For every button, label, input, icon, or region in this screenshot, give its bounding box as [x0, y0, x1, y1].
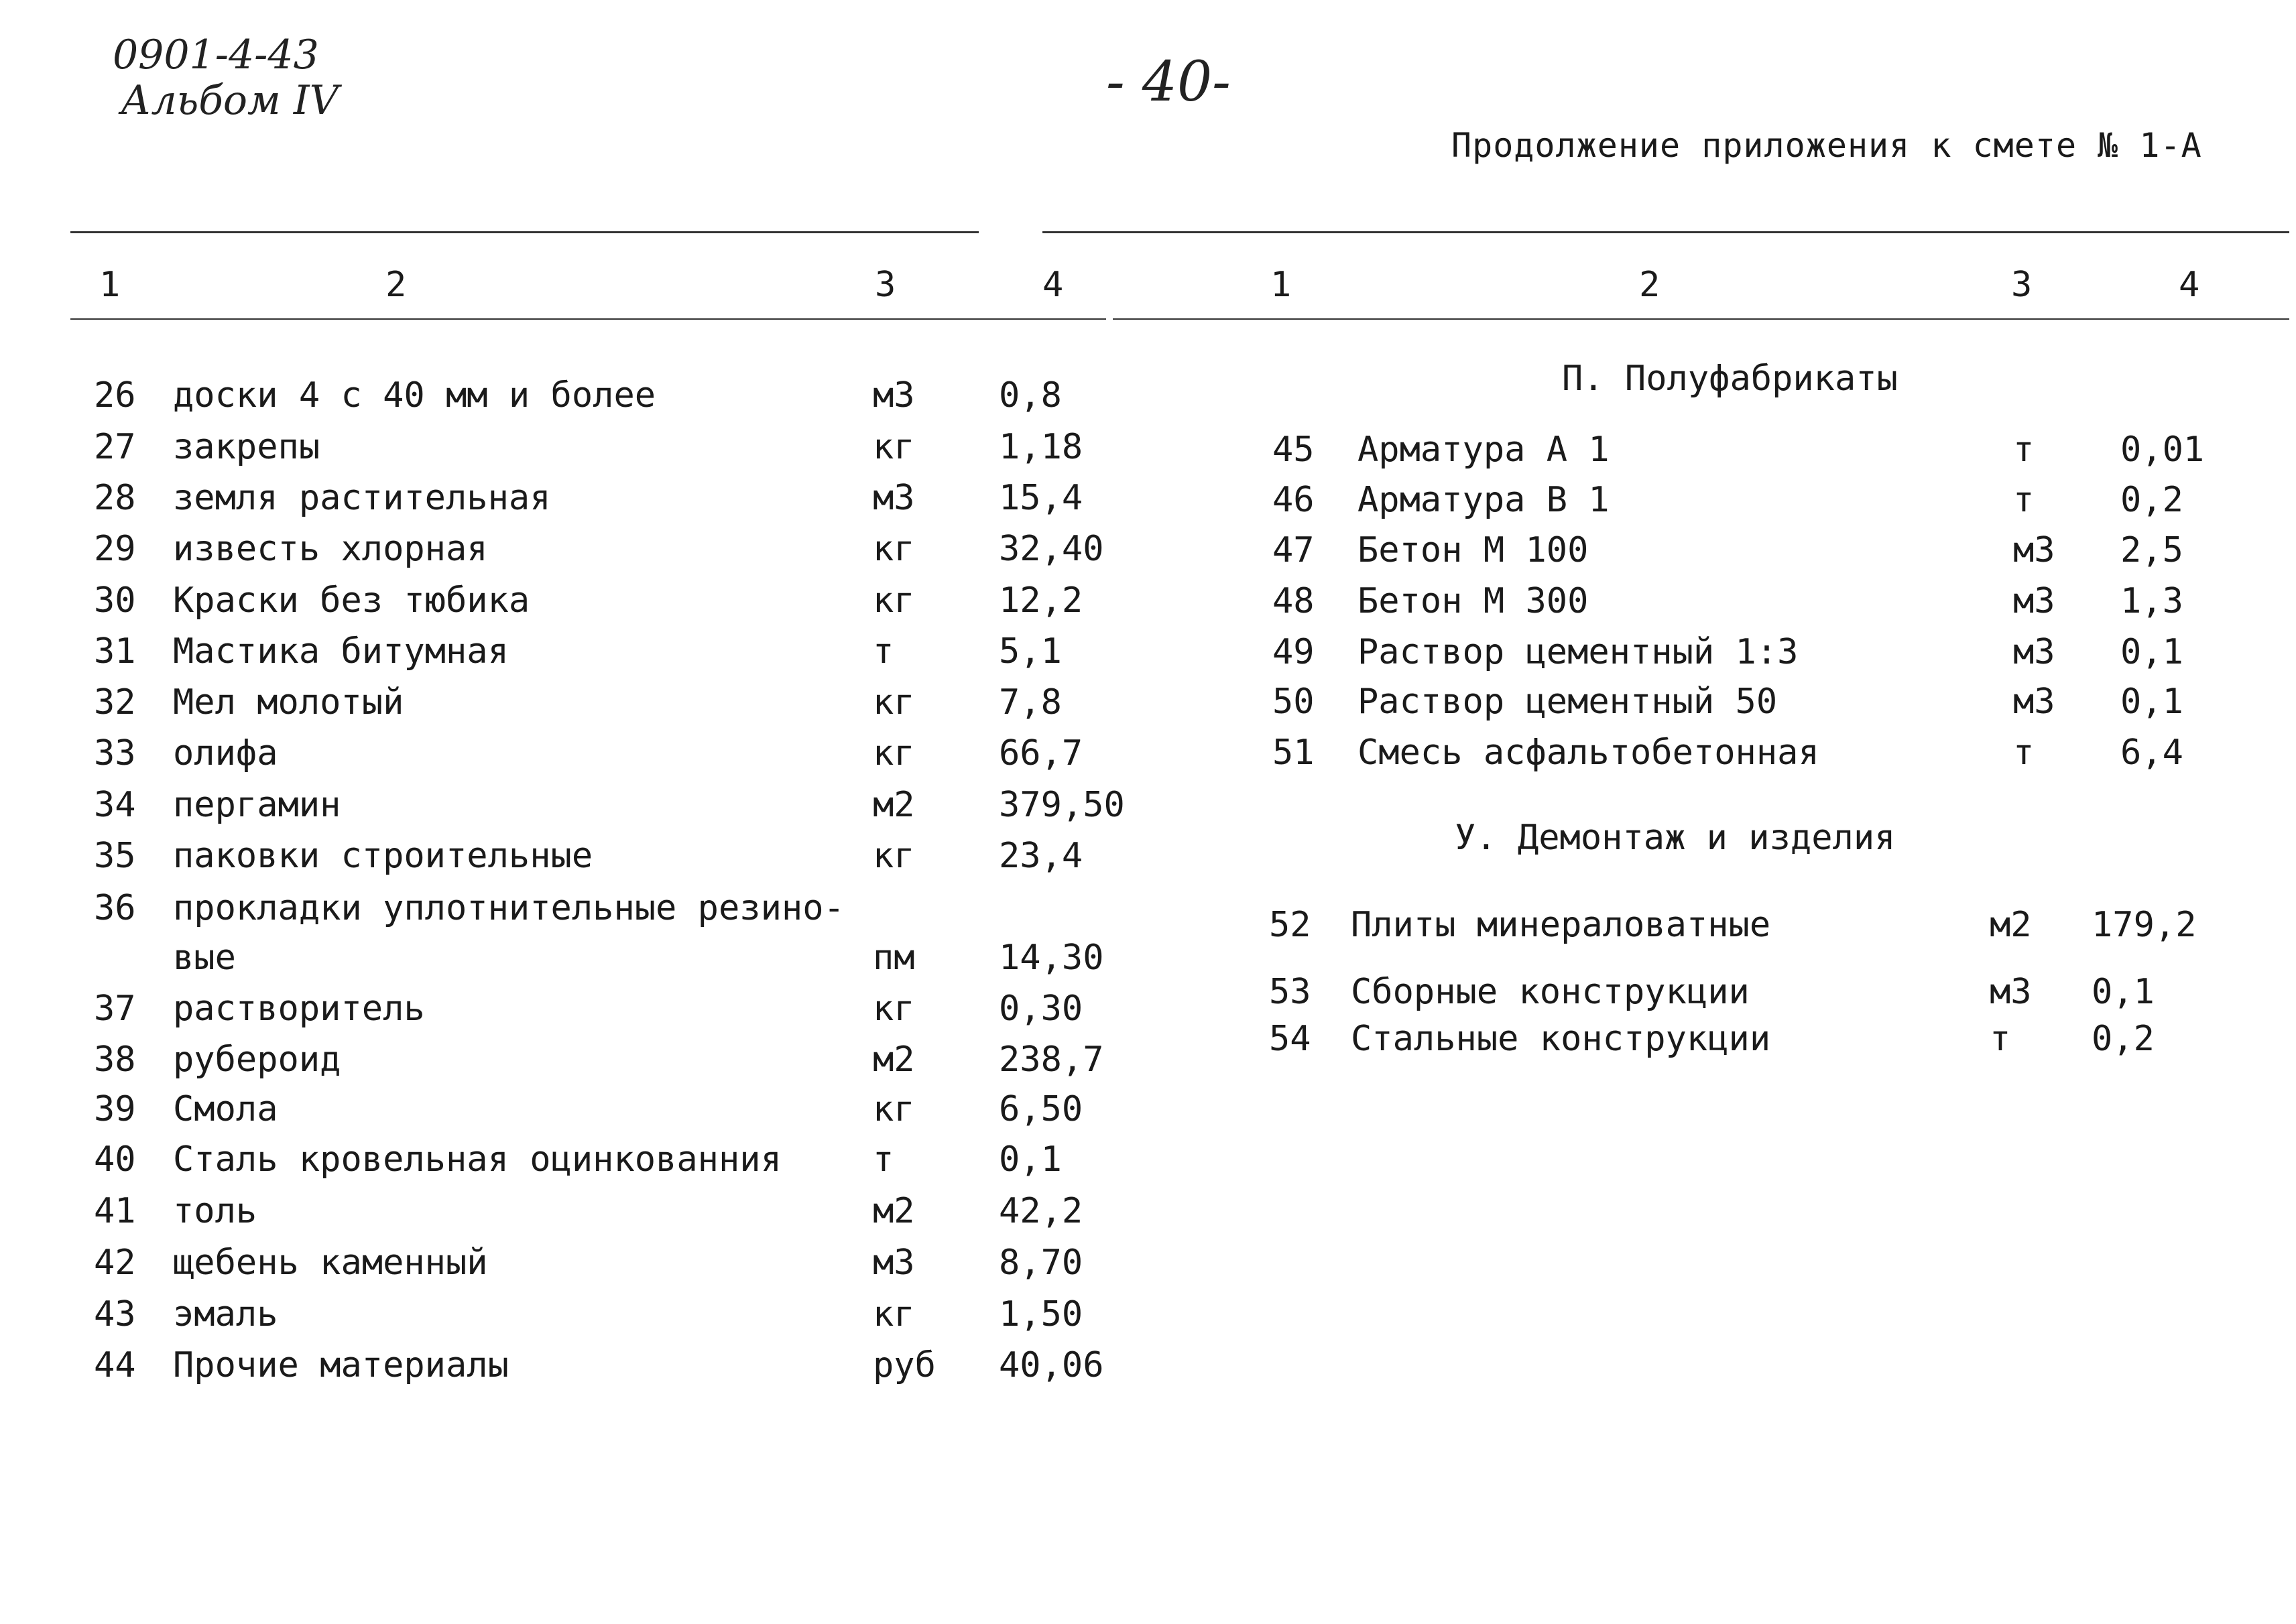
col-1-left: 1	[99, 265, 121, 305]
item-name: Бетон М 100	[1357, 530, 1589, 570]
item-name: толь	[173, 1191, 257, 1231]
item-name: эмаль	[173, 1294, 278, 1334]
quantity: 0,1	[2092, 972, 2155, 1012]
unit: м2	[873, 1191, 915, 1231]
item-name: Сборные конструкции	[1351, 972, 1750, 1012]
quantity: 32,40	[999, 529, 1104, 569]
quantity: 1,50	[999, 1294, 1083, 1334]
row-number: 28	[94, 478, 136, 518]
unit: м3	[1990, 972, 2032, 1012]
row-number: 30	[94, 580, 136, 621]
unit: руб	[873, 1345, 936, 1385]
quantity: 40,06	[999, 1345, 1104, 1385]
quantity: 0,1	[2120, 682, 2183, 722]
quantity: 12,2	[999, 580, 1083, 621]
row-number: 35	[94, 836, 136, 876]
row-number: 36	[94, 888, 136, 928]
quantity: 23,4	[999, 836, 1083, 876]
row-number: 42	[94, 1243, 136, 1283]
unit: кг	[873, 1089, 915, 1129]
quantity: 14,30	[999, 938, 1104, 978]
item-name: Арматура В 1	[1357, 480, 1610, 520]
item-name: вые	[173, 938, 236, 978]
row-number: 34	[94, 785, 136, 825]
page-number: - 40-	[1106, 50, 1231, 114]
section-title-dismantling: У. Демонтаж и изделия	[1455, 818, 1896, 858]
item-name: рубероид	[173, 1040, 341, 1080]
item-name: Смесь асфальтобетонная	[1357, 733, 1819, 773]
item-name: Арматура А 1	[1357, 430, 1610, 470]
unit: кг	[873, 427, 915, 467]
unit: м3	[2013, 632, 2055, 672]
row-number: 32	[94, 682, 136, 723]
row-number: 33	[94, 733, 136, 773]
quantity: 2,5	[2120, 530, 2183, 570]
item-name: Краски без тюбика	[173, 580, 530, 621]
quantity: 0,8	[999, 375, 1062, 416]
row-number: 27	[94, 427, 136, 467]
unit: м3	[2013, 530, 2055, 570]
quantity: 8,70	[999, 1243, 1083, 1283]
top-rule-left	[70, 231, 979, 233]
col-4-right: 4	[2179, 265, 2200, 305]
unit: т	[1990, 1019, 2011, 1059]
unit: м3	[873, 478, 915, 518]
item-name: паковки строительные	[173, 836, 593, 876]
row-number: 38	[94, 1040, 136, 1080]
item-name: Бетон М 300	[1357, 581, 1589, 621]
col-4-left: 4	[1042, 265, 1064, 305]
quantity: 379,50	[999, 785, 1125, 825]
quantity: 5,1	[999, 631, 1062, 672]
album-label: Альбом IV	[121, 77, 339, 124]
quantity: 1,18	[999, 427, 1083, 467]
item-name: Стальные конструкции	[1351, 1019, 1771, 1059]
unit: кг	[873, 682, 915, 723]
unit: м2	[1990, 905, 2032, 945]
row-number: 41	[94, 1191, 136, 1231]
quantity: 0,2	[2092, 1019, 2155, 1059]
row-number: 43	[94, 1294, 136, 1334]
unit: кг	[873, 1294, 915, 1334]
row-number: 51	[1272, 733, 1315, 773]
row-number: 49	[1272, 632, 1315, 672]
quantity: 0,2	[2120, 480, 2183, 520]
item-name: Смола	[173, 1089, 278, 1129]
item-name: Мел молотый	[173, 682, 404, 723]
unit: кг	[873, 733, 915, 773]
unit: м3	[873, 1243, 915, 1283]
item-name: закрепы	[173, 427, 320, 467]
row-number: 26	[94, 375, 136, 416]
top-rule-right	[1042, 231, 2289, 233]
row-number: 46	[1272, 480, 1315, 520]
row-number: 48	[1272, 581, 1315, 621]
row-number: 47	[1272, 530, 1315, 570]
quantity: 0,1	[999, 1139, 1062, 1180]
unit: т	[2013, 733, 2035, 773]
col-3-right: 3	[2011, 265, 2033, 305]
quantity: 42,2	[999, 1191, 1083, 1231]
quantity: 0,01	[2120, 430, 2205, 470]
item-name: прокладки уплотнительные резино-	[173, 888, 845, 928]
header-rule-left	[70, 318, 1106, 320]
unit: пм	[873, 938, 915, 978]
unit: кг	[873, 529, 915, 569]
unit: кг	[873, 580, 915, 621]
item-name: Плиты минераловатные	[1351, 905, 1771, 945]
quantity: 6,4	[2120, 733, 2183, 773]
quantity: 238,7	[999, 1040, 1104, 1080]
col-1-right: 1	[1270, 265, 1292, 305]
unit: т	[873, 1139, 894, 1180]
row-number: 29	[94, 529, 136, 569]
item-name: Сталь кровельная оцинкованния	[173, 1139, 782, 1180]
row-number: 50	[1272, 682, 1315, 722]
unit: кг	[873, 836, 915, 876]
row-number: 52	[1269, 905, 1311, 945]
col-3-left: 3	[875, 265, 896, 305]
item-name: щебень каменный	[173, 1243, 488, 1283]
unit: м3	[2013, 581, 2055, 621]
quantity: 7,8	[999, 682, 1062, 723]
row-number: 45	[1272, 430, 1315, 470]
unit: м3	[2013, 682, 2055, 722]
item-name: известь хлорная	[173, 529, 488, 569]
unit: т	[2013, 480, 2035, 520]
row-number: 37	[94, 989, 136, 1029]
quantity: 179,2	[2092, 905, 2197, 945]
item-name: Мастика битумная	[173, 631, 509, 672]
unit: м2	[873, 785, 915, 825]
item-name: Прочие материалы	[173, 1345, 509, 1385]
unit: м3	[873, 375, 915, 416]
quantity: 6,50	[999, 1089, 1083, 1129]
item-name: земля растительная	[173, 478, 551, 518]
unit: м2	[873, 1040, 915, 1080]
continuation-title: Продолжение приложения к смете № 1-А	[1451, 126, 2202, 165]
item-name: доски 4 с 40 мм и более	[173, 375, 656, 416]
item-name: Раствор цементный 1:3	[1357, 632, 1799, 672]
row-number: 40	[94, 1139, 136, 1180]
quantity: 66,7	[999, 733, 1083, 773]
section-title-semifinished: П. Полуфабрикаты	[1562, 359, 1898, 399]
item-name: растворитель	[173, 989, 425, 1029]
row-number: 54	[1269, 1019, 1311, 1059]
row-number: 53	[1269, 972, 1311, 1012]
item-name: пергамин	[173, 785, 341, 825]
header-rule-right	[1113, 318, 2289, 320]
item-name: олифа	[173, 733, 278, 773]
quantity: 0,1	[2120, 632, 2183, 672]
unit: т	[873, 631, 894, 672]
unit: кг	[873, 989, 915, 1029]
col-2-left: 2	[385, 265, 407, 305]
item-name: Раствор цементный 50	[1357, 682, 1778, 722]
row-number: 31	[94, 631, 136, 672]
row-number: 44	[94, 1345, 136, 1385]
quantity: 0,30	[999, 989, 1083, 1029]
col-2-right: 2	[1639, 265, 1660, 305]
document-code: 0901-4-43	[113, 32, 319, 78]
row-number: 39	[94, 1089, 136, 1129]
quantity: 15,4	[999, 478, 1083, 518]
quantity: 1,3	[2120, 581, 2183, 621]
unit: т	[2013, 430, 2035, 470]
